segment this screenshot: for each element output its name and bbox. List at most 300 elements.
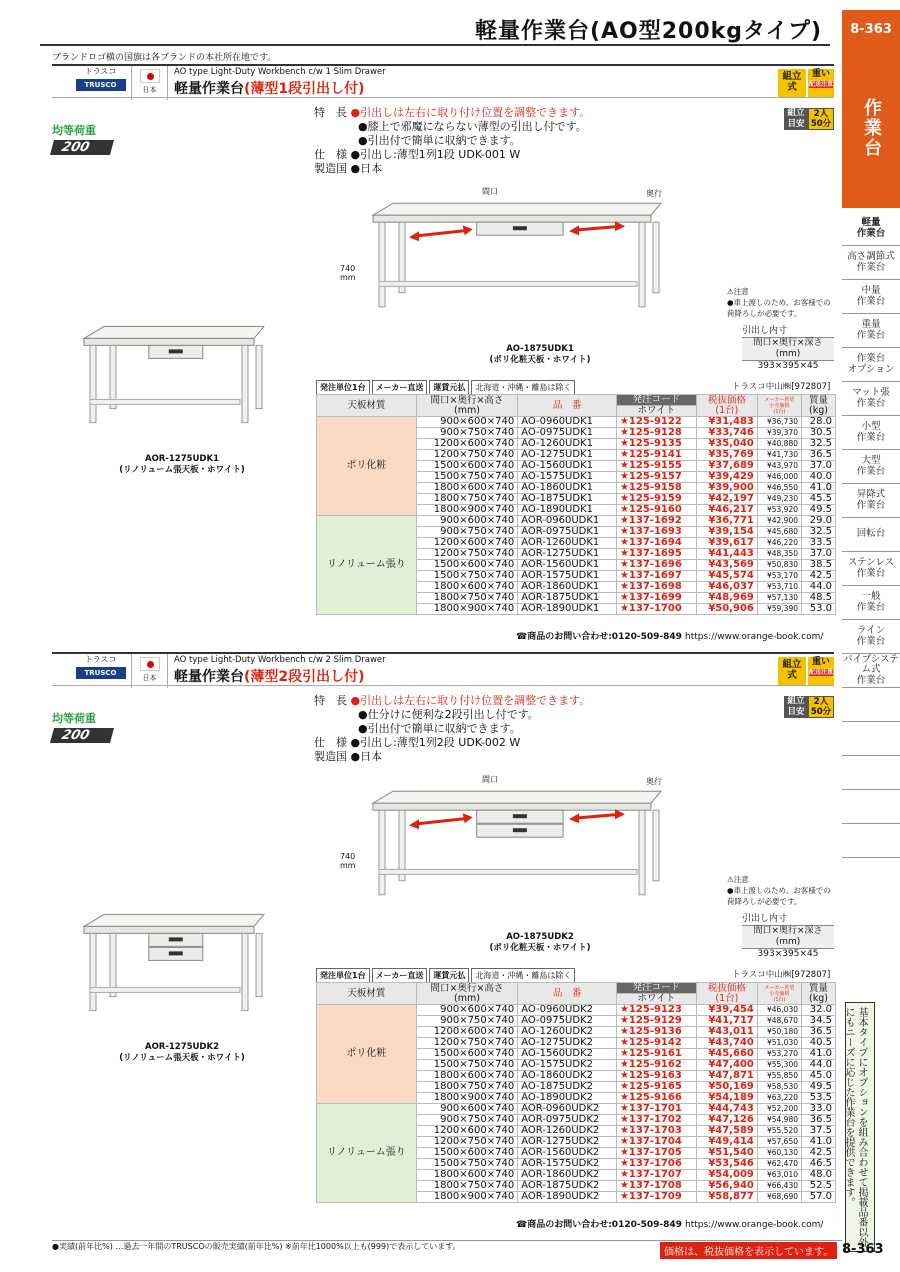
cell-price: ¥51,540	[696, 1148, 757, 1159]
cell-price: ¥54,009	[696, 1170, 757, 1181]
cell-dimension: 1200×750×740	[416, 1038, 517, 1049]
sidebar-list	[842, 212, 900, 858]
cell-part-number: AOR-1890UDK2	[518, 1192, 617, 1203]
cell-order-code[interactable]	[616, 582, 696, 593]
cell-weight: 36.5	[801, 1027, 835, 1038]
cell-price: ¥39,429	[696, 472, 757, 483]
table-row	[317, 1005, 836, 1016]
cell-part-number: AOR-0975UDK2	[518, 1115, 617, 1126]
cell-part-number: AO-0975UDK2	[518, 1016, 617, 1027]
footer-page-number: 8-363	[842, 1242, 884, 1257]
order-code: 137-1700	[628, 603, 682, 614]
cell-weight: 49.5	[801, 1082, 835, 1093]
spec-value: ●引出し:薄型1列1段 UDK-001 W	[350, 148, 521, 161]
cell-msrp: ¥66,430	[757, 1181, 801, 1192]
brand-name: トラスコ	[84, 655, 117, 664]
table-row	[317, 1104, 836, 1115]
cell-order-code[interactable]	[616, 450, 696, 461]
cell-price: ¥56,940	[696, 1181, 757, 1192]
inner-title: 引出し内寸	[742, 326, 788, 336]
cell-part-number: AO-1575UDK1	[518, 472, 617, 483]
side-vertical-note: 基本タイプにオプションを組み合わせて掲載品番以外にもニーズに応じた作業台を提供できます。	[845, 1002, 875, 1252]
cell-order-code[interactable]	[616, 439, 696, 450]
star-mark: ★	[619, 1026, 629, 1037]
cell-dimension: 1800×900×740	[416, 1192, 517, 1203]
cell-order-code[interactable]	[616, 417, 696, 428]
spec-value: ●日本	[350, 162, 383, 175]
sidebar-item[interactable]: 中量 作業台	[842, 280, 900, 314]
cell-msrp: ¥43,970	[757, 461, 801, 472]
cell-order-code[interactable]	[616, 428, 696, 439]
order-code: 137-1694	[628, 537, 682, 548]
cell-msrp: ¥55,300	[757, 1060, 801, 1071]
small-bench-caption: AOR-1275UDK2 (リノリューム張天板・ホワイト)	[119, 1042, 245, 1063]
spec-value: ●日本	[350, 750, 383, 763]
brand-cell	[70, 654, 132, 688]
order-code: 137-1697	[628, 570, 682, 581]
sidebar-item[interactable]: 大型 作業台	[842, 450, 900, 484]
cell-msrp: ¥52,200	[757, 1104, 801, 1115]
sidebar-item[interactable]: 昇降式 作業台	[842, 484, 900, 518]
cell-price: ¥37,689	[696, 461, 757, 472]
cell-dimension: 1500×750×740	[416, 1159, 517, 1170]
order-code: 137-1709	[628, 1191, 682, 1202]
star-mark: ★	[619, 504, 629, 515]
cell-order-code[interactable]	[616, 1071, 696, 1082]
spec-block	[314, 694, 654, 764]
spec-value: ●引出し:薄型1列2段 UDK-002 W	[350, 736, 521, 749]
cell-part-number: AO-1890UDK2	[518, 1093, 617, 1104]
japan-flag-icon	[140, 69, 160, 83]
star-mark: ★	[619, 1092, 629, 1103]
dim-width: 間口	[482, 775, 498, 784]
cell-weight: 44.0	[801, 1060, 835, 1071]
crew-badge: 組立 目安 2人 50分	[784, 696, 834, 718]
cell-msrp: ¥53,710	[757, 582, 801, 593]
cell-price: ¥39,154	[696, 527, 757, 538]
cell-weight: 33.5	[801, 538, 835, 549]
cell-order-code[interactable]	[616, 1126, 696, 1137]
large-bench-caption: AO-1875UDK2 (ポリ化粧天板・ホワイト)	[489, 932, 591, 953]
drawer-inner-size: 引出し内寸 間口×奥行×深さ (mm) 393×395×45	[742, 914, 834, 960]
contact-tel[interactable]: ☎商品のお問い合わせ:0120-509-849	[516, 632, 682, 642]
cell-weight: 33.0	[801, 1104, 835, 1115]
sidebar-item[interactable]: パイプシステム式 作業台	[842, 654, 900, 688]
cell-part-number: AO-1275UDK2	[518, 1038, 617, 1049]
warning-icon: ⚠	[727, 875, 734, 884]
cell-part-number: AOR-1575UDK2	[518, 1159, 617, 1170]
contact-line	[516, 629, 823, 642]
cell-msrp: ¥40,880	[757, 439, 801, 450]
sidebar-item[interactable]	[842, 756, 900, 790]
cell-order-code[interactable]	[616, 560, 696, 571]
star-mark: ★	[619, 537, 629, 548]
sidebar-item[interactable]: 作業台 オプション	[842, 348, 900, 382]
cell-part-number: AOR-1860UDK1	[518, 582, 617, 593]
col-white: ホワイト	[616, 406, 696, 417]
cell-price: ¥47,126	[696, 1115, 757, 1126]
cell-part-number: AO-1560UDK2	[518, 1049, 617, 1060]
cell-msrp: ¥41,730	[757, 450, 801, 461]
sidebar-item[interactable]	[842, 790, 900, 824]
order-code: 125-9135	[628, 438, 682, 449]
sidebar-item[interactable]	[842, 688, 900, 722]
dim-depth: 奥行	[646, 189, 662, 198]
cell-order-code[interactable]	[616, 1104, 696, 1115]
dim-depth: 奥行	[646, 777, 662, 786]
cell-msrp: ¥46,550	[757, 483, 801, 494]
cell-dimension: 1200×600×740	[416, 1126, 517, 1137]
material-poly: ポリ化粧	[317, 1005, 417, 1104]
order-condition: メーカー直送	[372, 968, 428, 983]
star-mark: ★	[619, 460, 629, 471]
cell-dimension: 900×600×740	[416, 516, 517, 527]
cell-msrp: ¥58,530	[757, 1082, 801, 1093]
sidebar-item[interactable]: ステンレス 作業台	[842, 552, 900, 586]
spec-feature: ●仕分けに便利な2段引出し付です。	[358, 708, 539, 721]
cell-weight: 42.5	[801, 571, 835, 582]
cell-order-code[interactable]	[616, 538, 696, 549]
cell-price: ¥45,660	[696, 1049, 757, 1060]
cell-part-number: AOR-1275UDK2	[518, 1137, 617, 1148]
order-code: 137-1702	[628, 1114, 682, 1125]
cell-part-number: AO-0975UDK1	[518, 428, 617, 439]
cell-msrp: ¥68,690	[757, 1192, 801, 1203]
order-code: 125-9123	[628, 1004, 682, 1015]
cell-part-number: AO-1860UDK2	[518, 1071, 617, 1082]
star-mark: ★	[619, 570, 629, 581]
product-jp-sub: (薄型2段引出し付)	[244, 669, 365, 685]
product-section	[52, 64, 834, 642]
spec-label: 特 長	[314, 106, 347, 119]
col-material: 天板材質	[317, 395, 417, 417]
cell-dimension: 1800×900×740	[416, 604, 517, 615]
sidebar-item[interactable]: 一般 作業台	[842, 586, 900, 620]
cell-dimension: 1500×600×740	[416, 1049, 517, 1060]
country-name: 日本	[142, 86, 157, 94]
order-condition: メーカー直送	[372, 380, 428, 395]
price-table	[316, 394, 836, 615]
sidebar-item[interactable]: 回転台	[842, 518, 900, 552]
star-mark: ★	[619, 1169, 629, 1180]
order-condition: 発注単位1台	[316, 968, 370, 983]
cell-order-code[interactable]	[616, 1005, 696, 1016]
cell-dimension: 1200×750×740	[416, 549, 517, 560]
order-code: 125-9157	[628, 471, 682, 482]
inner-value: 393×395×45	[757, 949, 819, 959]
cell-weight: 30.5	[801, 428, 835, 439]
contact-url[interactable]: https://www.orange-book.com/	[685, 632, 824, 642]
cell-dimension: 1800×600×740	[416, 1170, 517, 1181]
country-cell	[132, 66, 168, 100]
cell-price: ¥44,743	[696, 1104, 757, 1115]
cell-weight: 53.5	[801, 1093, 835, 1104]
cell-weight: 40.0	[801, 472, 835, 483]
cell-part-number: AO-1860UDK1	[518, 483, 617, 494]
dim-height: 740 mm	[340, 264, 356, 282]
cell-order-code[interactable]	[616, 516, 696, 527]
cell-msrp: ¥59,390	[757, 604, 801, 615]
sidebar-item[interactable]: マット張 作業台	[842, 382, 900, 416]
cell-dimension: 1800×750×740	[416, 494, 517, 505]
cell-dimension: 900×600×740	[416, 1104, 517, 1115]
cell-part-number: AOR-1260UDK1	[518, 538, 617, 549]
cell-dimension: 1500×750×740	[416, 571, 517, 582]
star-mark: ★	[619, 1180, 629, 1191]
material-poly: ポリ化粧	[317, 417, 417, 516]
star-mark: ★	[619, 1103, 629, 1114]
cell-order-code[interactable]	[616, 1038, 696, 1049]
cell-part-number: AOR-1875UDK2	[518, 1181, 617, 1192]
cell-dimension: 1500×750×740	[416, 1060, 517, 1071]
star-mark: ★	[619, 438, 629, 449]
cell-price: ¥35,040	[696, 439, 757, 450]
order-code: 137-1695	[628, 548, 682, 559]
cell-price: ¥41,443	[696, 549, 757, 560]
star-mark: ★	[619, 471, 629, 482]
side-category-tab[interactable]: 作業台	[842, 48, 900, 208]
cell-weight: 37.5	[801, 1126, 835, 1137]
inner-value: 393×395×45	[757, 361, 819, 371]
cell-weight: 28.0	[801, 417, 835, 428]
branch-code: トラスコ中山㈱[972807]	[732, 970, 831, 980]
cell-dimension: 900×750×740	[416, 1016, 517, 1027]
col-dimension: 間口×奥行×高さ (mm)	[416, 395, 517, 417]
cell-order-code[interactable]	[616, 505, 696, 516]
order-condition: 運賃元払	[429, 380, 469, 395]
star-mark: ★	[619, 603, 629, 614]
page-title: 軽量作業台(AO型200kgタイプ)	[474, 19, 822, 44]
cell-order-code[interactable]	[616, 1060, 696, 1071]
cell-order-code[interactable]	[616, 1016, 696, 1027]
cell-price: ¥43,569	[696, 560, 757, 571]
cell-part-number: AO-1275UDK1	[518, 450, 617, 461]
col-part: 品 番	[518, 983, 617, 1005]
star-mark: ★	[619, 592, 629, 603]
cell-weight: 57.0	[801, 1192, 835, 1203]
cell-msrp: ¥57,130	[757, 593, 801, 604]
order-condition: 北海道・沖縄・離島は除く	[471, 968, 575, 983]
col-dimension: 間口×奥行×高さ (mm)	[416, 983, 517, 1005]
sidebar-item[interactable]: 小型 作業台	[842, 416, 900, 450]
cell-weight: 41.0	[801, 1049, 835, 1060]
cell-dimension: 1500×600×740	[416, 560, 517, 571]
assembly-badge: 組立 式	[778, 657, 806, 685]
cell-msrp: ¥62,470	[757, 1159, 801, 1170]
star-mark: ★	[619, 526, 629, 537]
sidebar-item[interactable]: 重量 作業台	[842, 314, 900, 348]
cell-order-code[interactable]	[616, 483, 696, 494]
sidebar-item[interactable]: ライン 作業台	[842, 620, 900, 654]
cell-price: ¥39,617	[696, 538, 757, 549]
delivery-note: 配送注意	[809, 80, 834, 88]
cell-price: ¥35,769	[696, 450, 757, 461]
cell-msrp: ¥63,220	[757, 1093, 801, 1104]
cell-weight: 52.5	[801, 1181, 835, 1192]
cell-weight: 29.0	[801, 516, 835, 527]
order-code: 125-9163	[628, 1070, 682, 1081]
cell-weight: 48.0	[801, 1170, 835, 1181]
sidebar-item[interactable]: 高さ調節式 作業台	[842, 246, 900, 280]
col-white: ホワイト	[616, 994, 696, 1005]
sidebar-item[interactable]	[842, 722, 900, 756]
product-jp-main: 軽量作業台	[174, 669, 244, 685]
star-mark: ★	[619, 1081, 629, 1092]
cell-part-number: AOR-0960UDK2	[518, 1104, 617, 1115]
cell-weight: 36.5	[801, 450, 835, 461]
cell-order-code[interactable]	[616, 571, 696, 582]
cell-part-number: AOR-1560UDK2	[518, 1148, 617, 1159]
dim-width: 間口	[482, 187, 498, 196]
brand-name: トラスコ	[84, 67, 117, 76]
cell-part-number: AOR-1260UDK2	[518, 1126, 617, 1137]
product-header	[52, 652, 834, 686]
order-code: 125-9159	[628, 493, 682, 504]
order-code: 137-1706	[628, 1158, 682, 1169]
star-mark: ★	[619, 493, 629, 504]
cell-order-code[interactable]	[616, 494, 696, 505]
caution-note: ⚠注意 ●車上渡しのため、お客様での 荷降ろしが必要です。	[727, 287, 831, 318]
cell-weight: 32.5	[801, 439, 835, 450]
cell-order-code[interactable]	[616, 1082, 696, 1093]
cell-part-number: AO-1575UDK2	[518, 1060, 617, 1071]
japan-flag-icon	[140, 657, 160, 671]
cell-order-code[interactable]	[616, 593, 696, 604]
cell-msrp: ¥57,650	[757, 1137, 801, 1148]
cell-dimension: 900×600×740	[416, 417, 517, 428]
cell-msrp: ¥39,370	[757, 428, 801, 439]
order-code: 137-1698	[628, 581, 682, 592]
cell-price: ¥39,900	[696, 483, 757, 494]
cell-order-code[interactable]	[616, 1049, 696, 1060]
cell-part-number: AO-1260UDK2	[518, 1027, 617, 1038]
trusco-logo: TRUSCO	[76, 79, 126, 91]
crew-badge: 組立 目安 2人 50分	[784, 108, 834, 130]
cell-weight: 32.5	[801, 527, 835, 538]
heavy-badge	[808, 69, 834, 97]
cell-dimension: 1800×750×740	[416, 1082, 517, 1093]
spec-label: 製造国	[314, 750, 347, 763]
cell-price: ¥42,197	[696, 494, 757, 505]
cell-dimension: 1200×600×740	[416, 439, 517, 450]
assembly-badge: 組立 式	[778, 69, 806, 97]
cell-price: ¥50,169	[696, 1082, 757, 1093]
contact-tel[interactable]: ☎商品のお問い合わせ:0120-509-849	[516, 1220, 682, 1230]
product-en-name: AO type Light-Duty Workbench c/w 2 Slim Drawer	[174, 655, 386, 665]
trusco-logo: TRUSCO	[76, 667, 126, 679]
cell-order-code[interactable]	[616, 549, 696, 560]
cell-order-code[interactable]	[616, 1181, 696, 1192]
col-weight: 質量 (kg)	[801, 983, 835, 1005]
cell-weight: 37.0	[801, 461, 835, 472]
contact-url[interactable]: https://www.orange-book.com/	[685, 1220, 824, 1230]
small-bench-image	[74, 904, 274, 1037]
cell-order-code[interactable]	[616, 527, 696, 538]
cell-weight: 42.5	[801, 1148, 835, 1159]
order-code: 125-9160	[628, 504, 682, 515]
cell-weight: 34.5	[801, 1016, 835, 1027]
cell-weight: 41.0	[801, 483, 835, 494]
spec-feature: ●引出付で簡単に収納できます。	[358, 134, 521, 147]
star-mark: ★	[619, 559, 629, 570]
cell-dimension: 1800×600×740	[416, 1071, 517, 1082]
cell-weight: 48.5	[801, 593, 835, 604]
spec-label: 製造国	[314, 162, 347, 175]
spec-label: 特 長	[314, 694, 347, 707]
order-code: 137-1693	[628, 526, 682, 537]
sidebar-item[interactable]	[842, 824, 900, 858]
cell-order-code[interactable]	[616, 1192, 696, 1203]
order-code: 125-9166	[628, 1092, 682, 1103]
cell-part-number: AOR-0960UDK1	[518, 516, 617, 527]
load-value: 200	[50, 140, 114, 155]
spec-feature: ●膝上で邪魔にならない薄型の引出し付です。	[358, 120, 587, 133]
cell-price: ¥54,189	[696, 1093, 757, 1104]
cell-weight: 37.0	[801, 549, 835, 560]
small-bench-image	[74, 316, 274, 449]
cell-msrp: ¥51,030	[757, 1038, 801, 1049]
large-bench-caption: AO-1875UDK1 (ポリ化粧天板・ホワイト)	[489, 344, 591, 365]
cell-price: ¥50,906	[696, 604, 757, 615]
cell-order-code[interactable]	[616, 472, 696, 483]
cell-msrp: ¥54,980	[757, 1115, 801, 1126]
col-material: 天板材質	[317, 983, 417, 1005]
order-code: 137-1692	[628, 515, 682, 526]
star-mark: ★	[619, 548, 629, 559]
cell-price: ¥46,037	[696, 582, 757, 593]
cell-order-code[interactable]	[616, 1093, 696, 1104]
cell-order-code[interactable]	[616, 1027, 696, 1038]
cell-order-code[interactable]	[616, 1148, 696, 1159]
cell-order-code[interactable]	[616, 1137, 696, 1148]
caution-note: ⚠注意 ●車上渡しのため、お客様での 荷降ろしが必要です。	[727, 875, 831, 906]
order-code: 137-1699	[628, 592, 682, 603]
cell-part-number: AOR-1575UDK1	[518, 571, 617, 582]
cell-price: ¥43,011	[696, 1027, 757, 1038]
cell-order-code[interactable]	[616, 604, 696, 615]
cell-price: ¥53,546	[696, 1159, 757, 1170]
cell-weight: 53.0	[801, 604, 835, 615]
cell-weight: 38.5	[801, 560, 835, 571]
country-cell	[132, 654, 168, 688]
order-code: 125-9161	[628, 1048, 682, 1059]
cell-order-code[interactable]	[616, 1159, 696, 1170]
cell-msrp: ¥53,920	[757, 505, 801, 516]
cell-order-code[interactable]	[616, 461, 696, 472]
cell-dimension: 900×750×740	[416, 527, 517, 538]
cell-dimension: 1200×600×740	[416, 538, 517, 549]
star-mark: ★	[619, 1004, 629, 1015]
cell-order-code[interactable]	[616, 1170, 696, 1181]
col-price: 税抜価格 (1台)	[696, 983, 757, 1005]
cell-order-code[interactable]	[616, 1115, 696, 1126]
col-weight: 質量 (kg)	[801, 395, 835, 417]
order-code: 125-9142	[628, 1037, 682, 1048]
table-row	[317, 417, 836, 428]
star-mark: ★	[619, 1059, 629, 1070]
footer-price-note: 価格は、税抜価格を表示しています。	[660, 1242, 837, 1259]
cell-part-number: AO-0960UDK2	[518, 1005, 617, 1016]
product-jp-sub: (薄型1段引出し付)	[244, 81, 365, 97]
footer-note: ●実績(前年比%) …過去一年間のTRUSCOの販売実績(前年比%) ※前年比1000%以上も(999)で表示しています。	[52, 1242, 461, 1251]
table-row	[317, 516, 836, 527]
col-part: 品 番	[518, 395, 617, 417]
cell-dimension: 1200×750×740	[416, 450, 517, 461]
price-table	[316, 982, 836, 1203]
sidebar-item[interactable]: 軽量 作業台	[842, 212, 900, 246]
cell-part-number: AOR-1275UDK1	[518, 549, 617, 560]
cell-dimension: 1500×750×740	[416, 472, 517, 483]
